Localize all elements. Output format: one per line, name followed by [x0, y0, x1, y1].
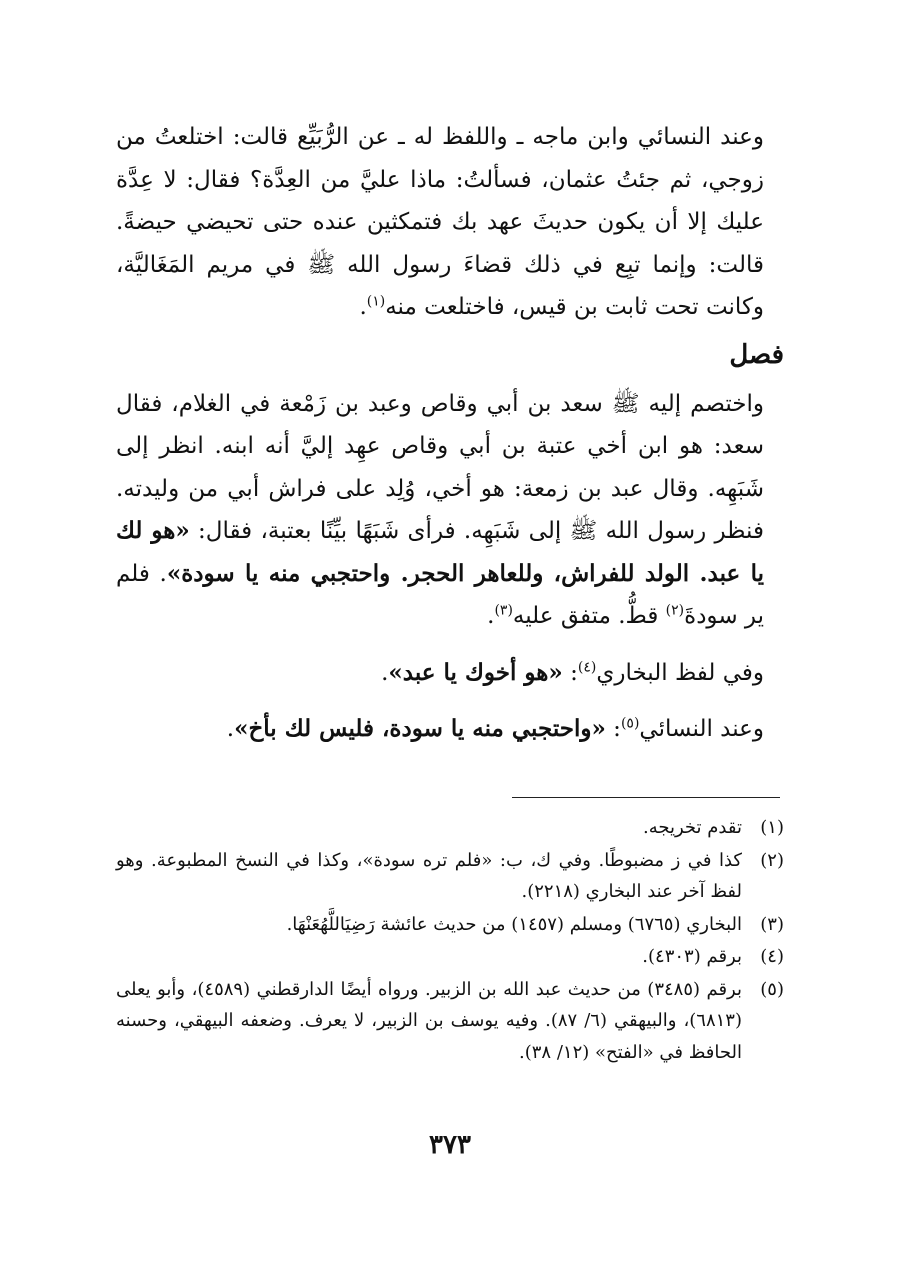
- footnote-separator: [512, 797, 780, 798]
- footnote-ref: (١): [366, 293, 386, 310]
- footnote-text: برقم (٣٤٨٥) من حديث عبد الله بن الزبير. ورواه أيضًا الدارقطني (٤٥٨٩)، وأبو يعلى (٦٨١٣)، والبيهقي (٦/ ٨٧). وفيه يوسف بن الزبير، لا يعرف. وضعفه البيهقي، وحسنه الحافظ في «الفتح» (١٢/ ٣٨).: [116, 978, 742, 1063]
- paragraph-text: . فلم ير سودةَ: [116, 560, 764, 629]
- paragraph-text: :: [562, 659, 578, 686]
- footnote-number: (٣): [760, 913, 784, 935]
- footnote-text: البخاري (٦٧٦٥) ومسلم (١٤٥٧) من حديث عائشة رَضِيَاللَّهُعَنْهَا.: [286, 913, 742, 935]
- paragraph-text: وفي لفظ البخاري: [596, 659, 764, 686]
- footnote-ref: (٢): [665, 602, 685, 619]
- paragraph-text: وعند النسائي: [639, 716, 764, 742]
- page-number: ٣٧٣: [429, 1130, 471, 1160]
- main-text: [116, 116, 784, 751]
- footnote-text: تقدم تخريجه.: [643, 817, 742, 838]
- footnote-number: (١): [760, 817, 784, 838]
- punctuation: .: [487, 603, 495, 629]
- hadith-quote: «هو لك يا عبد. الولد للفراش، وللعاهر الحجر. واحتجبي منه يا سودة»: [116, 517, 764, 587]
- paragraph-nasai: [116, 708, 784, 751]
- footnote-3: [116, 909, 784, 941]
- punctuation: .: [226, 716, 235, 742]
- footnote-2: [116, 845, 784, 908]
- footnote-number: (٤): [760, 946, 784, 967]
- paragraph-text: :: [605, 716, 621, 742]
- paragraph-text: قطُّ. متفق عليه: [512, 603, 666, 629]
- footnote-number: (٢): [760, 849, 784, 871]
- paragraph-text: وعند النسائي وابن ماجه ـ واللفظ له ـ عن الرُّبَيِّع قالت: اختلعتُ من زوجي، ثم جئتُ عثمان، فسألتُ: ماذا عليَّ من العِدَّة؟ فقال: لا عِدَّة عليك إلا أن يكون حديثَ عهد بك فتمكثين عنده حتى تحيضي حيضةً. قالت: وإنما تبِع في ذلك قضاءَ رسول الله ﷺ في مريم المَغَاليَّة، وكانت تحت ثابت بن قيس، فاختلعت منه: [116, 124, 764, 320]
- footnote-4: [116, 941, 784, 973]
- footnote-number: (٥): [760, 978, 784, 1000]
- paragraph-text: واختصم إليه ﷺ سعد بن أبي وقاص وعبد بن زَمْعة في الغلام، فقال سعد: هو ابن أخي عتبة بن أبي وقاص عهِد إليَّ أنه ابنه. انظر إلى شَبَهِه. وقال عبد بن زمعة: هو أخي، وُلِد على فراش أبي من وليدته. فنظر رسول الله ﷺ إلى شَبَهِه. فرأى شَبَهًا بيِّنًا بعتبة، فقال:: [116, 390, 764, 544]
- footnotes: [116, 812, 784, 1069]
- footnote-text: كذا في ز مضبوطًا. وفي ك، ب: «فلم تره سودة»، وكذا في النسخ المطبوعة. وهو لفظ آخر عند البخاري (٢٢١٨).: [116, 849, 742, 902]
- paragraph-bukhari: [116, 652, 784, 695]
- section-heading: فصل: [729, 339, 784, 370]
- hadith-quote: «واحتجبي منه يا سودة، فليس لك بأخ»: [234, 715, 606, 742]
- footnote-ref: (٤): [577, 658, 597, 675]
- footnote-5: [116, 974, 784, 1069]
- punctuation: .: [381, 659, 389, 686]
- footnote-ref: (٣): [494, 602, 513, 619]
- paragraph-ikhtisam: [116, 383, 784, 638]
- hadith-quote: «هو أخوك يا عبد»: [388, 658, 563, 686]
- footnote-ref: (٥): [620, 715, 640, 732]
- footnote-1: [116, 812, 784, 844]
- punctuation: .: [359, 294, 367, 320]
- footnote-text: برقم (٤٣٠٣).: [642, 946, 742, 967]
- paragraph-khul: [116, 116, 784, 329]
